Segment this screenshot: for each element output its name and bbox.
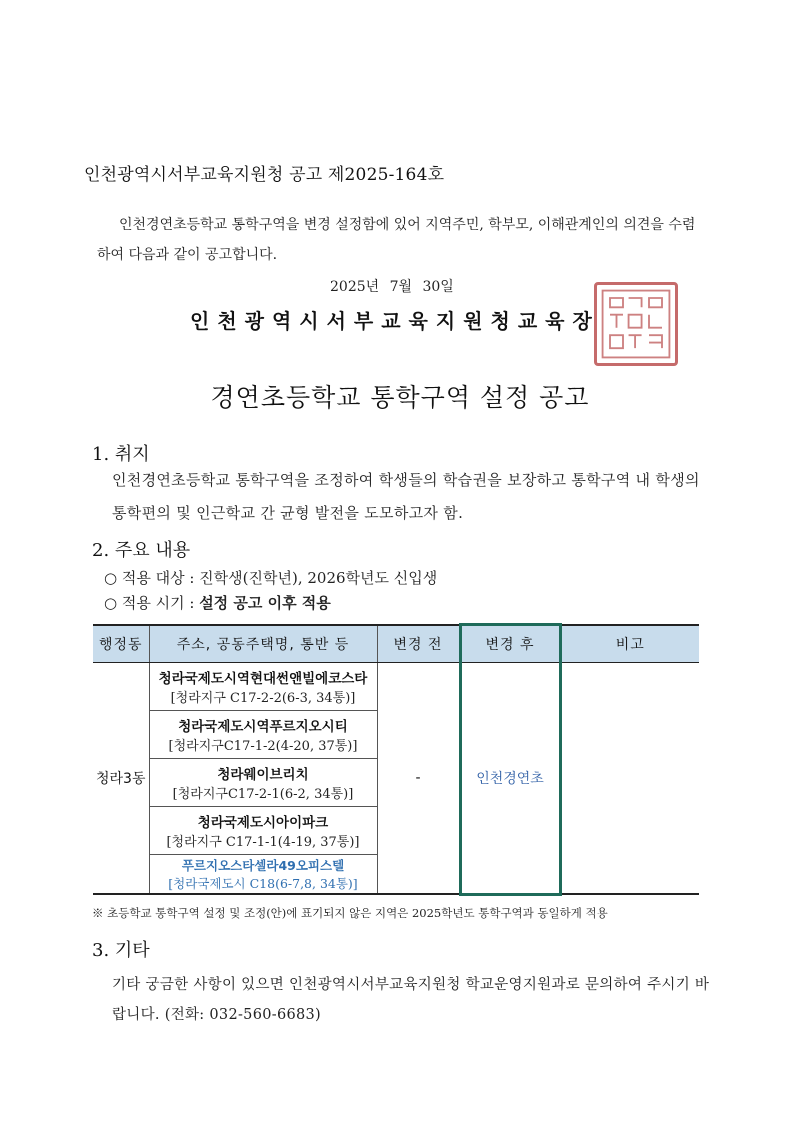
- apartment-name: 푸르지오스타셀라49오피스텔: [181, 858, 345, 873]
- bullet-timing-label: ○ 적용 시기 :: [104, 594, 200, 612]
- address-item: [150, 663, 377, 711]
- address-cell: [149, 663, 377, 895]
- col-header-before: 변경 전: [377, 625, 460, 663]
- remark-cell: [560, 663, 699, 895]
- school-zone-table: [93, 623, 699, 896]
- before-cell: -: [377, 663, 460, 895]
- apartment-name: 청라국제도시아이파크: [197, 815, 329, 831]
- lot-info: [청라지구 C17-2-2(6-3, 34통)]: [170, 691, 356, 706]
- section1-body: 인천경연초등학교 통학구역을 조정하여 학생들의 학습권을 보장하고 통학구역 내 학생의 통학편의 및 인근학교 간 균형 발전을 도모하고자 함.: [112, 471, 700, 522]
- lot-info: [청라지구C17-2-1(6-2, 34통)]: [172, 787, 354, 802]
- notice-date: 2025년 7월 30일: [330, 279, 454, 295]
- address-item: [150, 807, 377, 855]
- bullet-target: ○ 적용 대상 : 진학생(진학년), 2026학년도 신입생: [104, 569, 438, 587]
- table-footnote: ※ 초등학교 통학구역 설정 및 조정(안)에 표기되지 않은 지역은 2025학년도 통학구역과 동일하게 적용: [92, 906, 608, 920]
- after-cell: 인천경연초: [460, 663, 560, 895]
- col-header-dong: 행정동: [93, 625, 149, 663]
- col-header-remark: 비고: [560, 625, 699, 663]
- dong-cell: 청라3동: [93, 663, 149, 895]
- address-item: [150, 711, 377, 759]
- lot-info: [청라국제도시 C18(6-7,8, 34통)]: [168, 876, 358, 891]
- apartment-name: 청라국제도시역푸르지오시티: [178, 719, 348, 735]
- notice-number: 인천광역시서부교육지원청 공고 제2025-164호: [84, 165, 445, 185]
- col-header-after: 변경 후: [460, 625, 560, 663]
- official-seal-icon: [594, 282, 678, 366]
- apartment-name: 청라국제도시역현대썬앤빌에코스타: [158, 671, 368, 687]
- address-item: [150, 759, 377, 807]
- intro-paragraph: 인천경연초등학교 통학구역을 변경 설정함에 있어 지역주민, 학부모, 이해관계인의 의견을 수렴하여 다음과 같이 공고합니다.: [97, 217, 696, 263]
- page-title: 경연초등학교 통학구역 설정 공고: [210, 383, 590, 412]
- section2-heading: 2. 주요 내용: [92, 540, 191, 561]
- bullet-timing-value: 설정 공고 이후 적용: [199, 594, 331, 612]
- section3-body: 기타 궁금한 사항이 있으면 인천광역시서부교육지원청 학교운영지원과로 문의하여 주시기 바랍니다. (전화: 032-560-6683): [112, 977, 710, 1023]
- address-item: [150, 855, 377, 893]
- apartment-name: 청라웨이브리치: [217, 767, 309, 783]
- lot-info: [청라지구 C17-1-1(4-19, 37통)]: [166, 835, 360, 850]
- section1-heading: 1. 취지: [92, 444, 150, 465]
- col-header-address: 주소, 공동주택명, 통반 등: [149, 625, 377, 663]
- bullet-timing: [104, 592, 331, 613]
- section3-heading: 3. 기타: [92, 940, 150, 961]
- issuer-name: 인천광역시서부교육지원청교육장: [190, 309, 600, 333]
- lot-info: [청라지구C17-1-2(4-20, 37통)]: [168, 739, 358, 754]
